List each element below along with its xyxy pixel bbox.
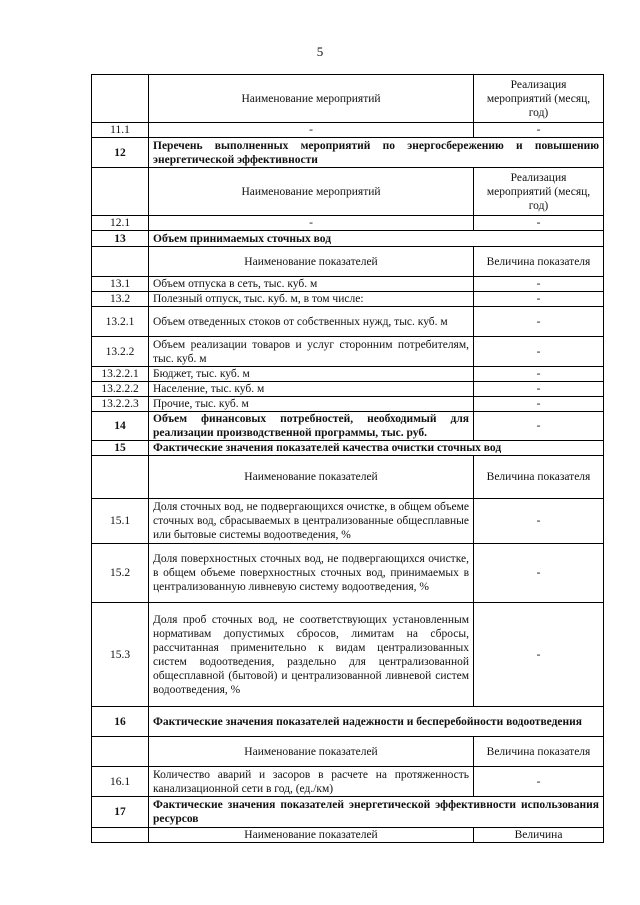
table-row: [92, 499, 604, 544]
indicator-name-cell: Количество аварий и засоров в расчете на протяженность канализационной сети в год, (ед./км): [149, 767, 474, 797]
row-number-cell: 15.3: [92, 603, 149, 707]
indicator-name-cell: Объем отпуска в сеть, тыс. куб. м: [149, 277, 474, 292]
row-number-cell: [92, 168, 149, 216]
table-row: [92, 382, 604, 397]
column-header-name: Наименование показателей: [149, 737, 474, 767]
section-title-cell: Фактические значения показателей энергетической эффективности использования ресурсов: [149, 797, 604, 828]
table-row: [92, 767, 604, 797]
row-number-cell: 16: [92, 707, 149, 737]
page-number: 5: [316, 44, 324, 59]
row-number-cell: 12.1: [92, 216, 149, 231]
row-number-cell: 13.2.2.2: [92, 382, 149, 397]
row-number-cell: 13.2.2.3: [92, 397, 149, 412]
row-number-cell: 13.2.2.1: [92, 367, 149, 382]
table-row: [92, 603, 604, 707]
value-cell: -: [474, 382, 604, 397]
table-row: [92, 337, 604, 367]
value-cell: -: [474, 412, 604, 441]
table-row: [92, 123, 604, 138]
indicator-name-cell: Прочие, тыс. куб. м: [149, 397, 474, 412]
table-row: [92, 367, 604, 382]
row-number-cell: 13.2.2: [92, 337, 149, 367]
section-title-cell: Фактические значения показателей надежности и бесперебойности водоотведения: [149, 707, 604, 737]
table-header-row: [92, 247, 604, 277]
indicator-name-cell: Доля проб сточных вод, не соответствующих установленным нормативам допустимых сбросов, лимитам на сбросы, рассчитанная применительно к видам централизованных систем водоотведения, раздельно для централизованной общесплавной (бытовой) и централизованной ливневой систем водоотведения, %: [149, 603, 474, 707]
indicator-name-cell: Полезный отпуск, тыс. куб. м, в том числе:: [149, 292, 474, 307]
table-row: [92, 292, 604, 307]
row-number-cell: 15.1: [92, 499, 149, 544]
column-header-value: Величина показателя: [474, 737, 604, 767]
table-row: [92, 307, 604, 337]
section-title-cell: Объем принимаемых сточных вод: [149, 231, 604, 247]
value-cell: -: [474, 367, 604, 382]
value-cell: -: [474, 123, 604, 138]
indicator-name-cell: Доля поверхностных сточных вод, не подвергающихся очистке, в общем объеме поверхностных сточных вод, принимаемых в централизованную ливневую систему водоотведения, %: [149, 544, 474, 603]
row-number-cell: 13.1: [92, 277, 149, 292]
indicator-name-cell: -: [149, 123, 474, 138]
indicator-name-cell: Бюджет, тыс. куб. м: [149, 367, 474, 382]
indicator-name-cell: Доля сточных вод, не подвергающихся очистке, в общем объеме сточных вод, сбрасываемых в централизованные общесплавные или бытовые системы водоотведения, %: [149, 499, 474, 544]
column-header-value: Величина: [474, 828, 604, 843]
indicator-name-cell: Население, тыс. куб. м: [149, 382, 474, 397]
value-cell: -: [474, 277, 604, 292]
value-cell: -: [474, 767, 604, 797]
column-header-value: Величина показателя: [474, 247, 604, 277]
column-header-value: Реализация мероприятий (месяц, год): [474, 168, 604, 216]
table-row: [92, 216, 604, 231]
indicator-name-cell: Объем отведенных стоков от собственных нужд, тыс. куб. м: [149, 307, 474, 337]
value-cell: -: [474, 544, 604, 603]
table-row: [92, 277, 604, 292]
table-row: [92, 544, 604, 603]
indicator-name-cell: Объем реализации товаров и услуг сторонним потребителям, тыс. куб. м: [149, 337, 474, 367]
row-number-cell: 15: [92, 441, 149, 456]
column-header-name: Наименование показателей: [149, 247, 474, 277]
section-row: [92, 231, 604, 247]
row-number-cell: 17: [92, 797, 149, 828]
row-number-cell: [92, 456, 149, 499]
section-row: [92, 138, 604, 168]
table-header-row: [92, 456, 604, 499]
section-row: [92, 797, 604, 828]
column-header-value: Реализация мероприятий (месяц, год): [474, 75, 604, 123]
row-number-cell: [92, 737, 149, 767]
production-program-table: [91, 74, 604, 843]
section-row: [92, 412, 604, 441]
row-number-cell: [92, 75, 149, 123]
value-cell: -: [474, 603, 604, 707]
value-cell: -: [474, 216, 604, 231]
row-number-cell: 11.1: [92, 123, 149, 138]
section-row: [92, 707, 604, 737]
value-cell: -: [474, 397, 604, 412]
column-header-name: Наименование показателей: [149, 828, 474, 843]
row-number-cell: 13.2.1: [92, 307, 149, 337]
column-header-name: Наименование мероприятий: [149, 75, 474, 123]
table-header-row: [92, 75, 604, 123]
section-title-cell: Перечень выполненных мероприятий по энергосбережению и повышению энергетической эффективности: [149, 138, 604, 168]
table-header-row: [92, 168, 604, 216]
section-row: [92, 441, 604, 456]
indicator-name-cell: -: [149, 216, 474, 231]
value-cell: -: [474, 337, 604, 367]
column-header-value: Величина показателя: [474, 456, 604, 499]
table-row: [92, 397, 604, 412]
section-title-cell: Объем финансовых потребностей, необходимый для реализации производственной программы, тыс. руб.: [149, 412, 474, 441]
section-title-cell: Фактические значения показателей качества очистки сточных вод: [149, 441, 604, 456]
row-number-cell: 14: [92, 412, 149, 441]
row-number-cell: 16.1: [92, 767, 149, 797]
row-number-cell: 13: [92, 231, 149, 247]
table-header-row: [92, 828, 604, 843]
column-header-name: Наименование показателей: [149, 456, 474, 499]
table-header-row: [92, 737, 604, 767]
column-header-name: Наименование мероприятий: [149, 168, 474, 216]
row-number-cell: [92, 247, 149, 277]
value-cell: -: [474, 292, 604, 307]
row-number-cell: 12: [92, 138, 149, 168]
row-number-cell: [92, 828, 149, 843]
value-cell: -: [474, 499, 604, 544]
value-cell: -: [474, 307, 604, 337]
row-number-cell: 15.2: [92, 544, 149, 603]
row-number-cell: 13.2: [92, 292, 149, 307]
